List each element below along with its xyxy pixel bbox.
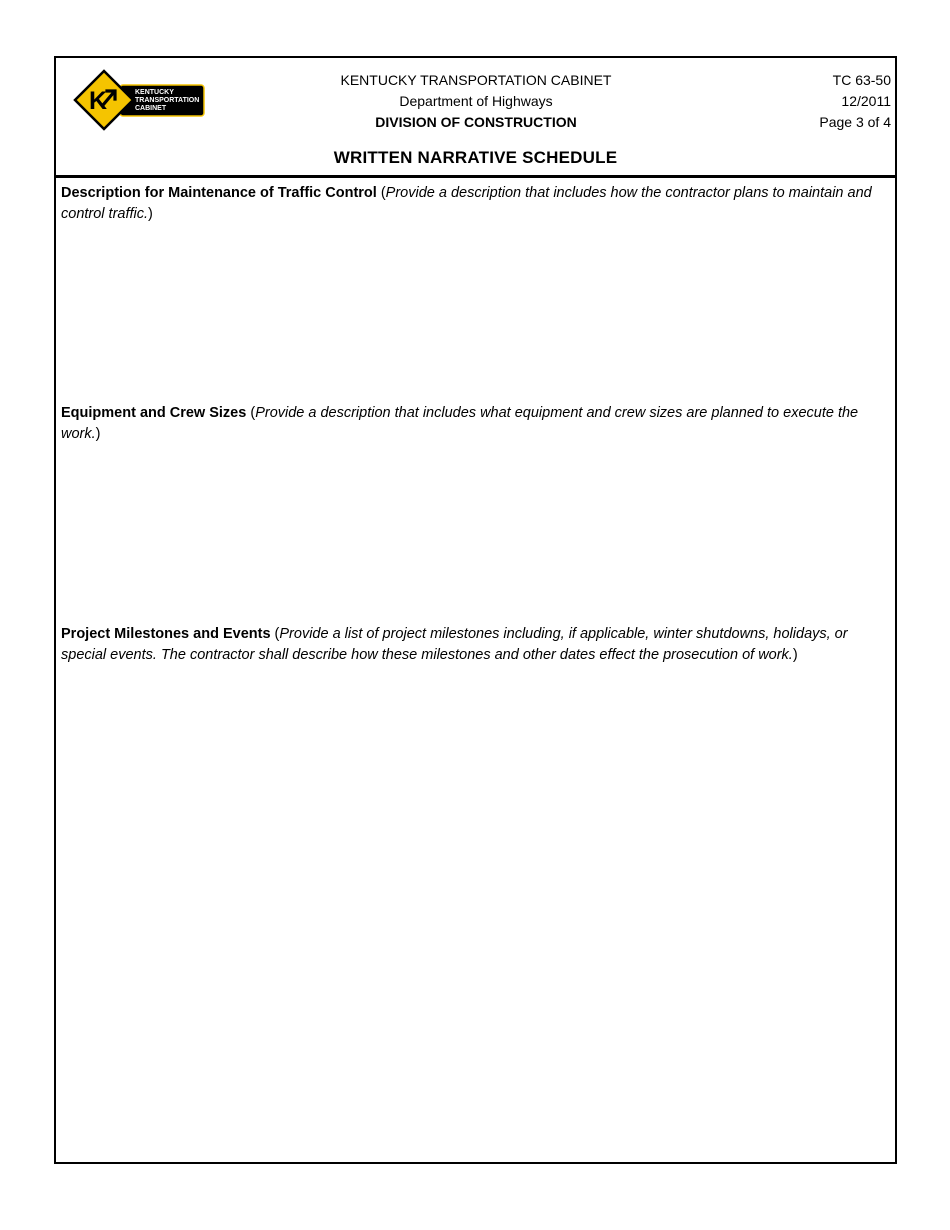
logo-text-line1: KENTUCKY: [135, 89, 174, 96]
logo-text-line2: TRANSPORTATION: [135, 97, 200, 104]
section-description: Provide a list of project milestones including, if applicable, winter shutdowns, holidays, or special events. The contractor shall describe how these milestones and other dates effect the prosecution of work.: [61, 626, 848, 663]
section-equipment-crew: Equipment and Crew Sizes (Provide a description that includes what equipment and crew sizes are planned to execute the work.): [61, 405, 859, 442]
agency-block: [276, 70, 676, 133]
form-frame: [54, 56, 897, 1164]
form-header: [56, 58, 895, 178]
section-milestones: Project Milestones and Events (Provide a list of project milestones including, if applicable, winter shutdowns, holidays, or special events. The contractor shall describe how these milestones and other dates effect the prosecution of work.): [61, 626, 848, 663]
section-label: Equipment and Crew Sizes: [61, 405, 247, 421]
section-description: Provide a description that includes what equipment and crew sizes are planned to execute the work.: [61, 405, 859, 442]
form-number: TC 63-50: [832, 72, 891, 88]
section-label: Project Milestones and Events: [61, 626, 271, 642]
division-name: DIVISION OF CONSTRUCTION: [375, 114, 577, 130]
kytc-logo: [72, 68, 206, 132]
logo-letter: K: [88, 87, 108, 115]
revision-date: 12/2011: [841, 93, 891, 109]
section-description: Provide a description that includes how the contractor plans to maintain and control traffic.: [61, 185, 872, 222]
agency-name: KENTUCKY TRANSPORTATION CABINET: [340, 72, 612, 88]
page-number: Page 3 of 4: [819, 114, 891, 130]
form-info-block: [819, 70, 891, 133]
section-traffic-control: Description for Maintenance of Traffic Control (Provide a description that includes how the contractor plans to maintain and control traffic.): [61, 185, 872, 222]
logo-text-line3: CABINET: [135, 105, 167, 112]
section-label: Description for Maintenance of Traffic Control: [61, 185, 377, 201]
form-title: WRITTEN NARRATIVE SCHEDULE: [333, 148, 618, 167]
department-name: Department of Highways: [399, 93, 553, 109]
